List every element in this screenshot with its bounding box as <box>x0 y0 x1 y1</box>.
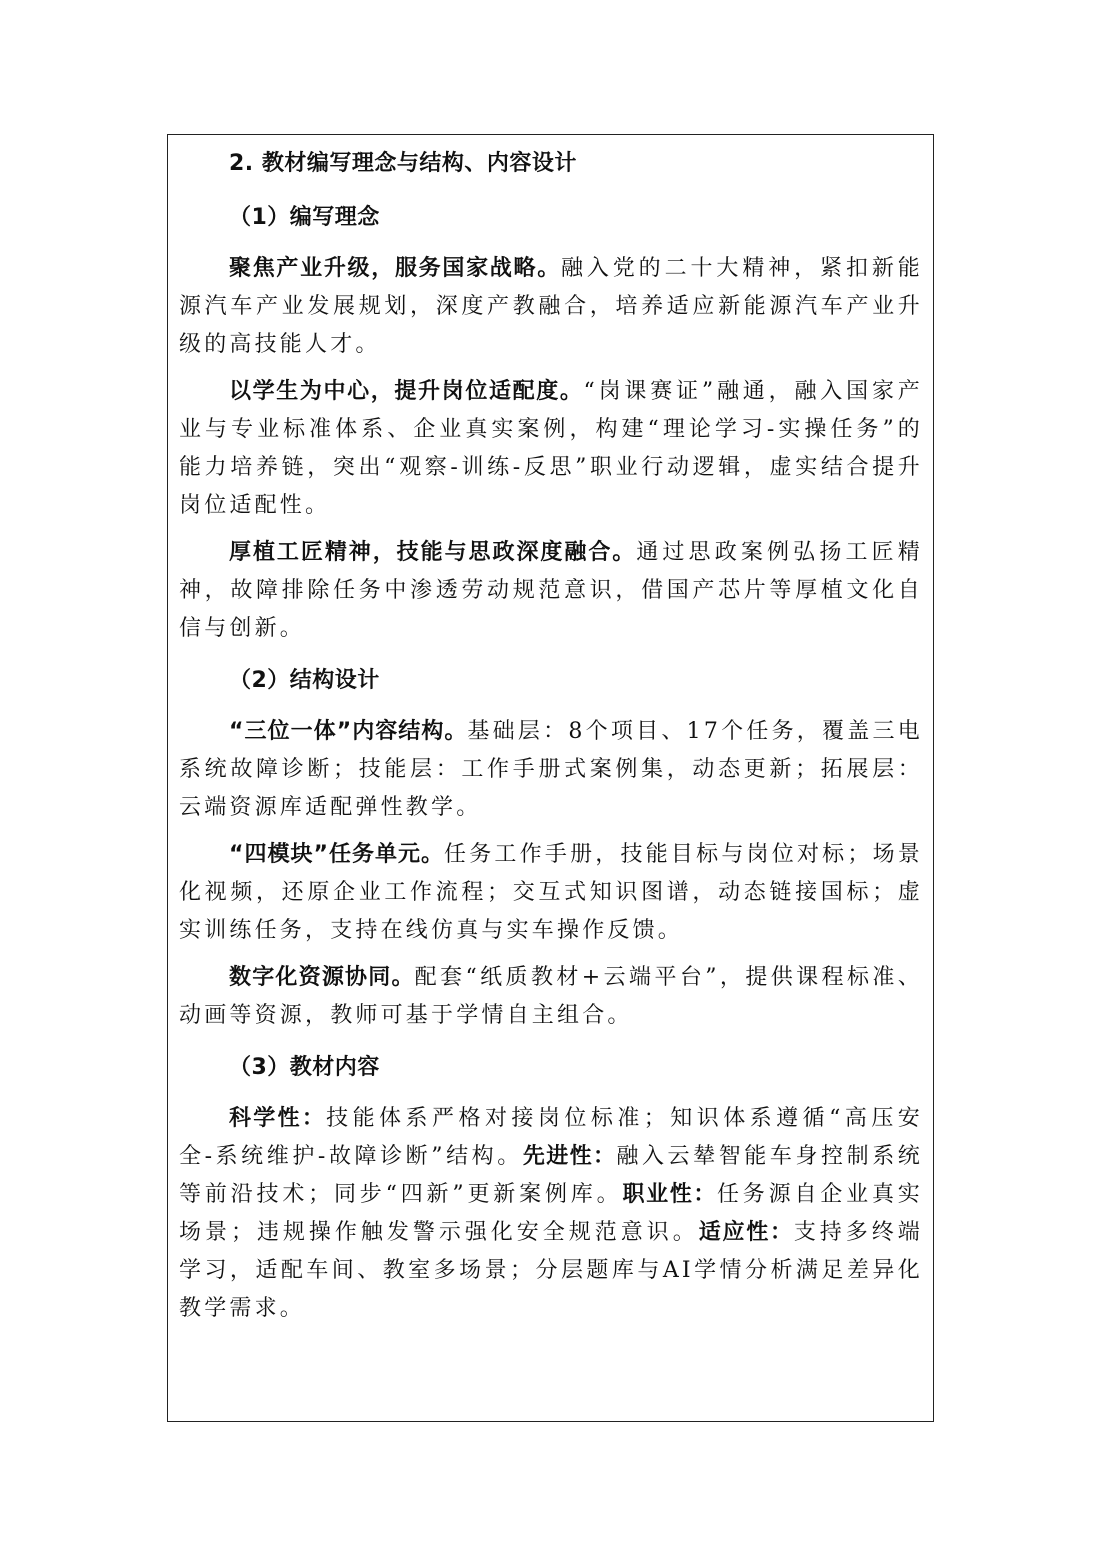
paragraph-lead-adaptability: 适应性： <box>698 1220 794 1245</box>
paragraph-lead-vocational: 职业性： <box>622 1182 717 1207</box>
paragraph-lead: 聚焦产业升级，服务国家战略。 <box>229 256 561 281</box>
paragraph-lead: 厚植工匠精神，技能与思政深度融合。 <box>229 540 637 565</box>
subsection-title-textbook-content: （3）教材内容 <box>229 1055 380 1080</box>
paragraph-text: 任务源自企业真实场景；违规操作触发警示强化安全规范意识。 <box>179 1182 923 1245</box>
paragraph-text: 融入党的二十大精神，紧扣新能源汽车产业发展规划，深度产教融合，培养适应新能源汽车产业升级的高技能人才。 <box>179 256 923 357</box>
paragraph-three-in-one <box>179 713 923 827</box>
paragraph-text: “岗课赛证”融通，融入国家产业与专业标准体系、企业真实案例，构建“理论学习-实操任务”的能力培养链，突出“观察-训练-反思”职业行动逻辑，虚实结合提升岗位适配性。 <box>179 379 923 518</box>
subsection-title-writing-concept: （1）编写理念 <box>229 205 380 230</box>
document-content <box>179 140 923 1337</box>
paragraph-text: 支持多终端学习，适配车间、教室多场景；分层题库与AI学情分析满足差异化教学需求。 <box>179 1220 923 1321</box>
paragraph-four-modules <box>179 836 923 950</box>
section-title: 2. 教材编写理念与结构、内容设计 <box>229 151 577 176</box>
paragraph-craftsman-spirit <box>179 534 923 648</box>
paragraph-industry-upgrade <box>179 250 923 364</box>
paragraph-lead-advanced: 先进性： <box>522 1144 617 1169</box>
paragraph-lead: “四模块”任务单元。 <box>229 842 445 867</box>
paragraph-lead: 数字化资源协同。 <box>229 965 415 990</box>
paragraph-text: 技能体系严格对接岗位标准；知识体系遵循“高压安全-系统维护-故障诊断”结构。 <box>179 1106 923 1169</box>
paragraph-digital-resources <box>179 959 923 1035</box>
paragraph-text: 配套“纸质教材+云端平台”，提供课程标准、动画等资源，教师可基于学情自主组合。 <box>179 965 923 1028</box>
subsection-title-structure-design: （2）结构设计 <box>229 668 380 693</box>
paragraph-text: 基础层：8个项目、17个任务，覆盖三电系统故障诊断；技能层：工作手册式案例集，动态更新；拓展层：云端资源库适配弹性教学。 <box>179 719 923 820</box>
paragraph-lead: 以学生为中心，提升岗位适配度。 <box>229 379 584 404</box>
paragraph-textbook-content <box>179 1100 923 1328</box>
paragraph-lead: “三位一体”内容结构。 <box>229 719 468 744</box>
paragraph-lead-scientific: 科学性： <box>229 1106 327 1131</box>
paragraph-text: 融入云辇智能车身控制系统等前沿技术；同步“四新”更新案例库。 <box>179 1144 923 1207</box>
paragraph-text: 通过思政案例弘扬工匠精神，故障排除任务中渗透劳动规范意识，借国产芯片等厚植文化自信与创新。 <box>179 540 923 641</box>
paragraph-student-centered <box>179 373 923 525</box>
paragraph-text: 任务工作手册，技能目标与岗位对标；场景化视频，还原企业工作流程；交互式知识图谱，动态链接国标；虚实训练任务，支持在线仿真与实车操作反馈。 <box>179 842 923 943</box>
